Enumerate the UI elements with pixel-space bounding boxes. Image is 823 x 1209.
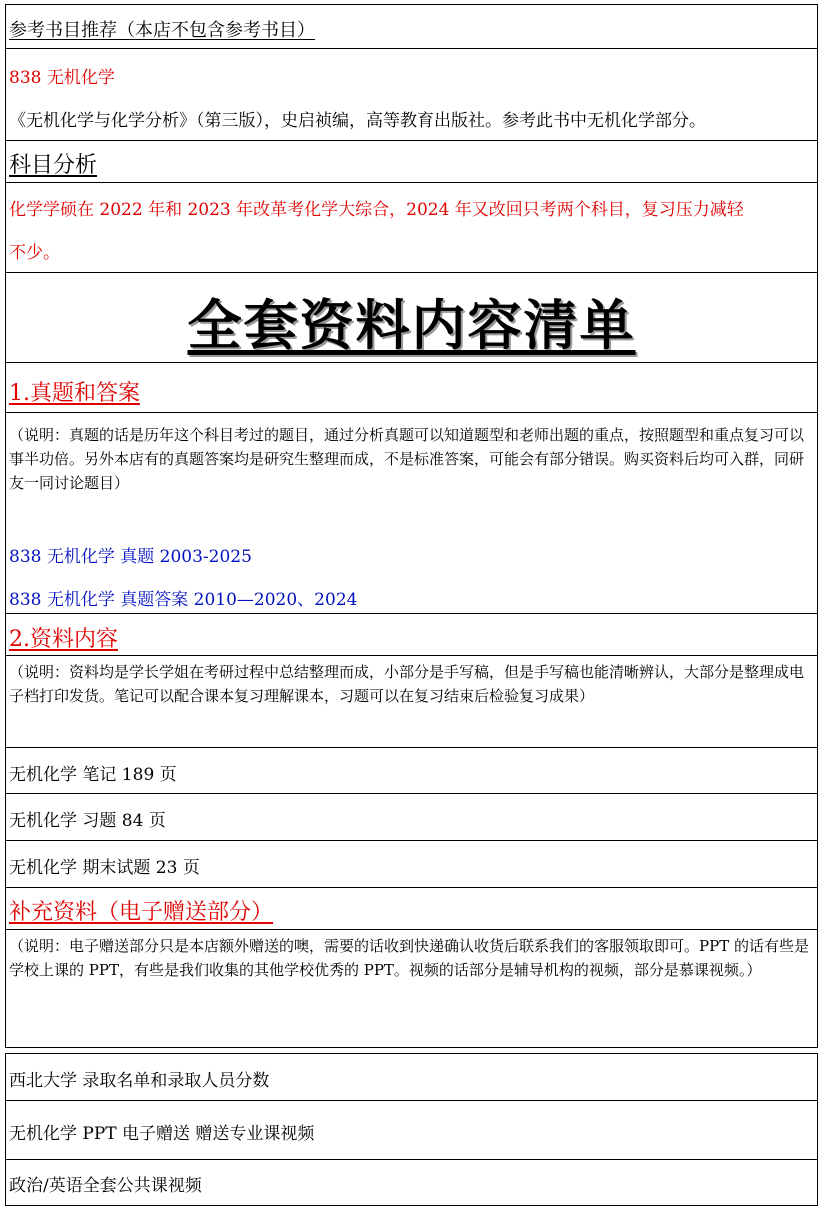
section2-item-2: 无机化学 习题 84 页 (9, 811, 166, 831)
document-table (5, 4, 818, 1048)
analysis-text-row (6, 183, 817, 273)
reference-book: 《无机化学与化学分析》（第三版），史启祯编，高等教育出版社。参考此书中无机化学部分。 (9, 111, 706, 131)
main-title: 全套资料内容清单 (187, 293, 636, 357)
list-item (6, 794, 817, 841)
analysis-heading-row (6, 141, 817, 183)
ref-books-row (6, 5, 817, 49)
section3-heading: 补充资料（电子赠送部分） (9, 900, 274, 925)
section1-heading-row (6, 363, 817, 413)
section3-item-2: 无机化学 PPT 电子赠送 赠送专业课视频 (9, 1124, 315, 1144)
section2-heading: 2.资料内容 (9, 627, 118, 652)
section3-heading-row (6, 888, 817, 930)
analysis-line-1: 化学学硕在 2022 年和 2023 年改革考化学大综合，2024 年又改回只考两个科目，复习压力减轻 (9, 200, 744, 220)
section1-item-2: 838 无机化学 真题答案 2010—2020、2024 (9, 590, 358, 610)
supplement-table (5, 1053, 818, 1206)
main-title-row (6, 273, 817, 363)
section2-item-3: 无机化学 期末试题 23 页 (9, 858, 200, 878)
section2-item-1: 无机化学 笔记 189 页 (9, 765, 177, 785)
section2-note: （说明：资料均是学长学姐在考研过程中总结整理而成，小部分是手写稿，但是手写稿也能清晰辨认，大部分是整理成电子档打印发货。笔记可以配合课本复习理解课本，习题可以在复习结束后检验复习成果） (9, 663, 805, 705)
ref-books-heading: 参考书目推荐（本店不包含参考书目） (9, 20, 315, 41)
section3-note-row (6, 930, 817, 1041)
section2-heading-row (6, 614, 817, 656)
section1-item-1: 838 无机化学 真题 2003-2025 (9, 547, 252, 567)
section3-note: （说明：电子赠送部分只是本店额外赠送的噢，需要的话收到快递确认收货后联系我们的客服领取即可。PPT 的话有些是学校上课的 PPT，有些是我们收集的其他学校优秀的 PPT。视频的话部分是辅导机构的视频，部分是慕课视频。） (9, 937, 809, 979)
section1-body-row (6, 413, 817, 614)
section1-heading: 1.真题和答案 (9, 381, 140, 406)
course-book-row (6, 49, 817, 141)
list-item (6, 841, 817, 888)
course-code-name: 838 无机化学 (9, 68, 115, 88)
list-item (6, 748, 817, 794)
section1-note: （说明：真题的话是历年这个科目考过的题目，通过分析真题可以知道题型和老师出题的重点，按照题型和重点复习可以事半功倍。另外本店有的真题答案均是研究生整理而成，不是标准答案，可能会有部分错误。购买资料后均可入群，同研友一同讨论题目） (9, 426, 805, 492)
list-item (6, 1054, 817, 1101)
analysis-heading: 科目分析 (9, 153, 98, 178)
section2-note-row (6, 656, 817, 748)
list-item (6, 1101, 817, 1160)
section3-item-1: 西北大学 录取名单和录取人员分数 (9, 1071, 270, 1091)
list-item (6, 1160, 817, 1205)
section3-item-3: 政治/英语全套公共课视频 (9, 1176, 202, 1196)
analysis-line-2: 不少。 (9, 243, 60, 263)
